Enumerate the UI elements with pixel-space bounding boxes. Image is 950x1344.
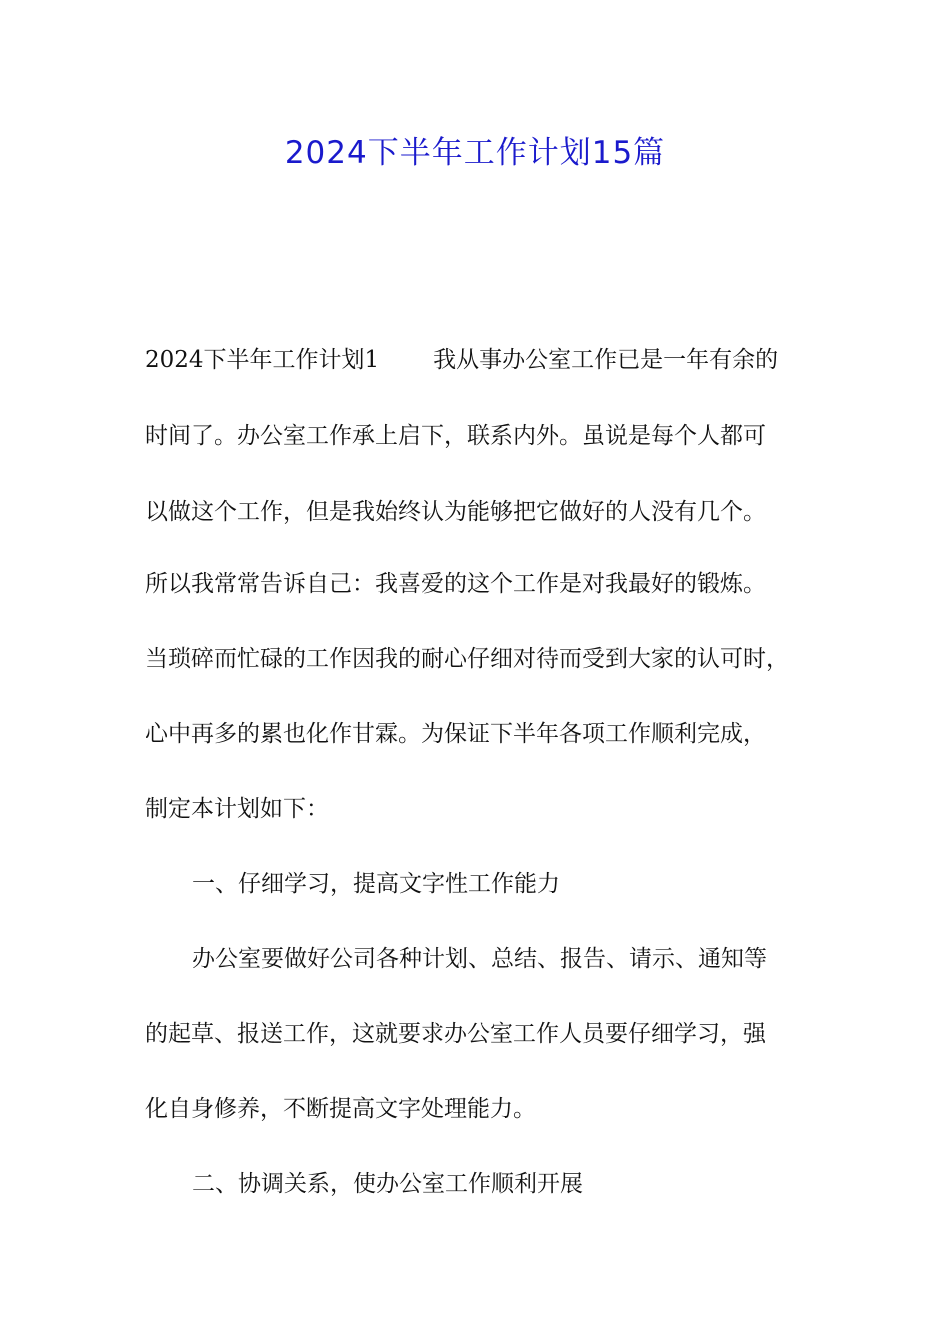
line-text: 我从事办公室工作已是一年有余的 bbox=[433, 347, 779, 373]
paragraph-line-4: 所以我常常告诉自己：我喜爱的这个工作是对我最好的锻炼。 bbox=[145, 571, 766, 597]
plan-heading: 2024下半年工作计划1 bbox=[145, 347, 380, 373]
paragraph-line-2: 时间了。办公室工作承上启下，联系内外。虽说是每个人都可 bbox=[145, 423, 766, 449]
paragraph-line-8: 办公室要做好公司各种计划、总结、报告、请示、通知等 bbox=[192, 946, 767, 972]
section-heading-2: 二、协调关系，使办公室工作顺利开展 bbox=[192, 1171, 583, 1197]
document-title: 2024下半年工作计划15篇 bbox=[284, 135, 666, 171]
paragraph-line-5: 当琐碎而忙碌的工作因我的耐心仔细对待而受到大家的认可时， bbox=[145, 646, 789, 672]
paragraph-line-10: 化自身修养，不断提高文字处理能力。 bbox=[145, 1096, 536, 1122]
paragraph-line-3: 以做这个工作，但是我始终认为能够把它做好的人没有几个。 bbox=[145, 499, 766, 525]
paragraph-line-9: 的起草、报送工作，这就要求办公室工作人员要仔细学习，强 bbox=[145, 1021, 766, 1047]
paragraph-line-1 bbox=[145, 342, 835, 378]
paragraph-line-7: 制定本计划如下： bbox=[145, 796, 329, 822]
section-heading-1: 一、仔细学习，提高文字性工作能力 bbox=[192, 871, 560, 897]
paragraph-line-6: 心中再多的累也化作甘霖。为保证下半年各项工作顺利完成， bbox=[145, 721, 766, 747]
